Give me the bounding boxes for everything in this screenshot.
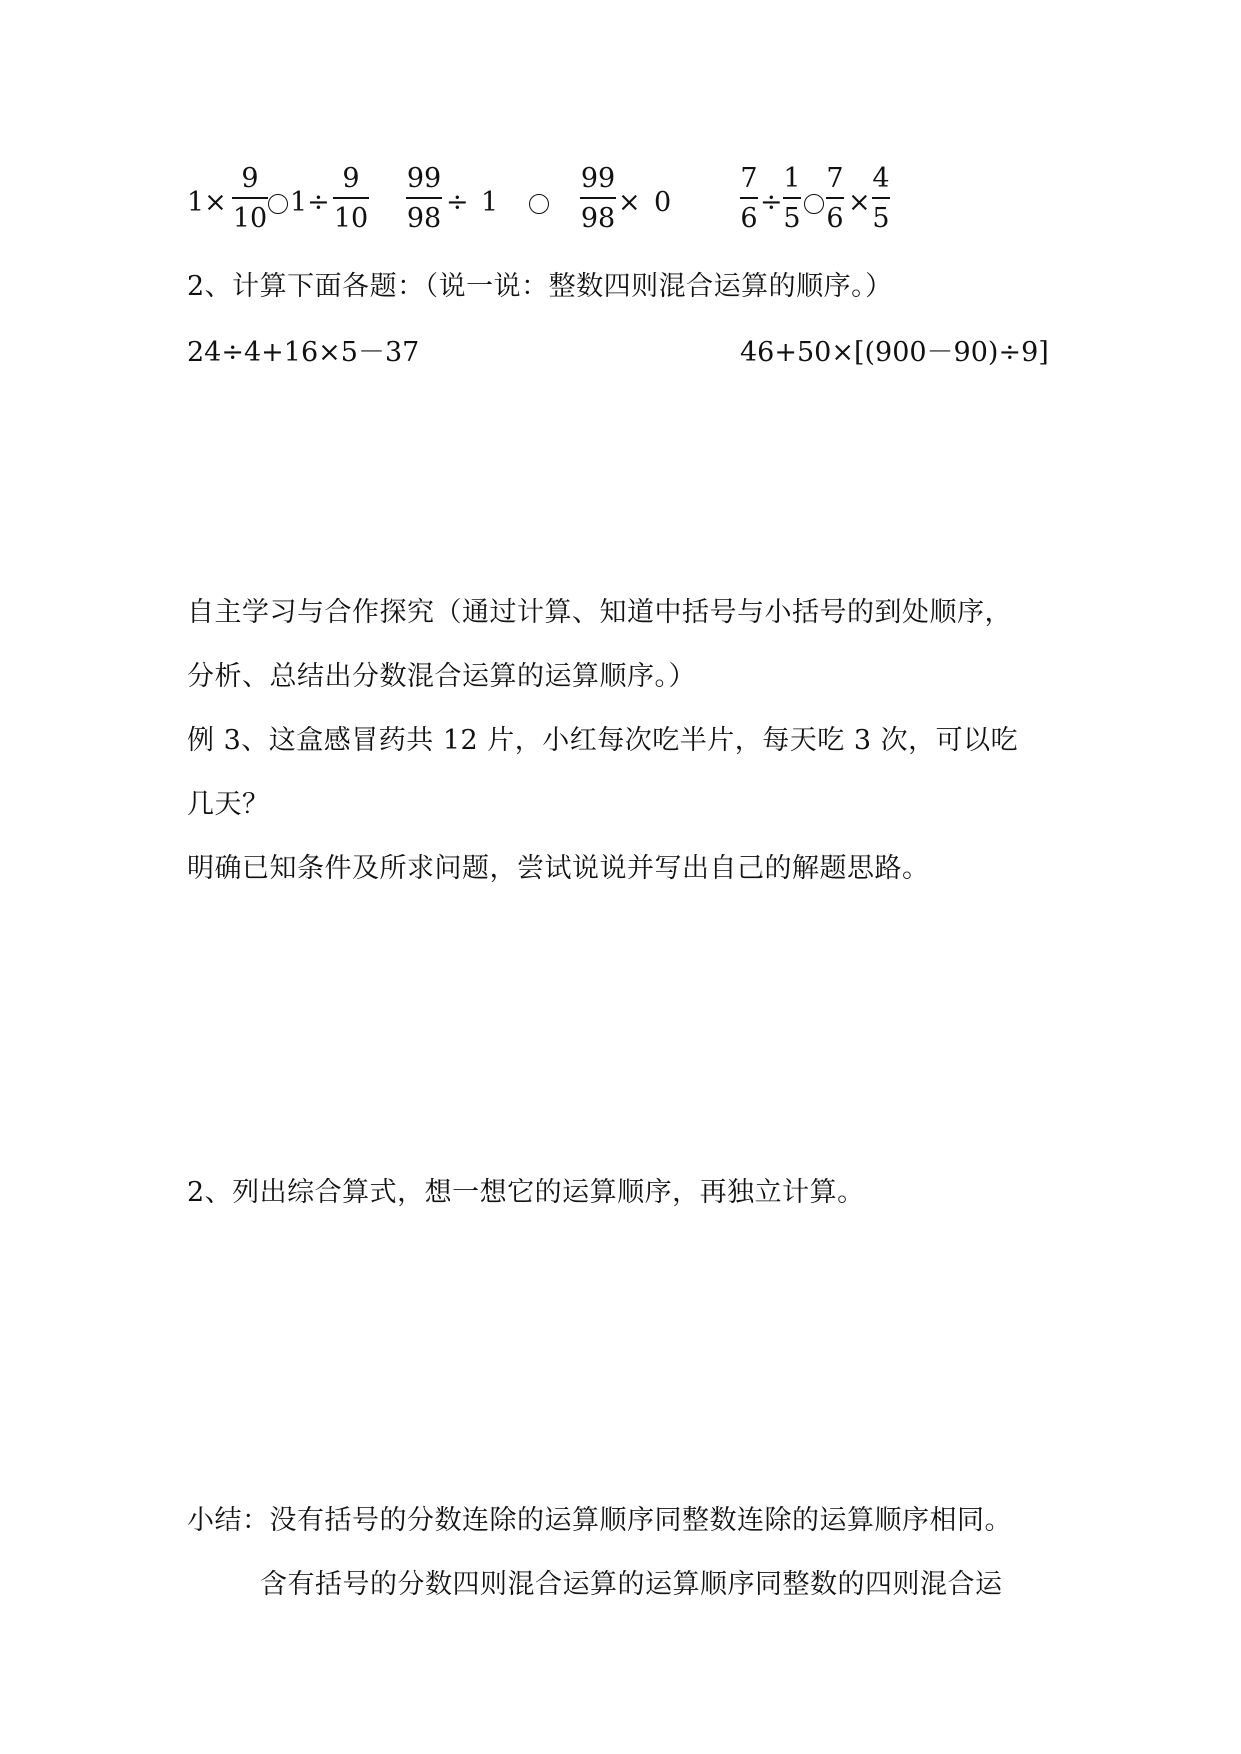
example-3-instruction: 明确已知条件及所求问题，尝试说说并写出自己的解题思路。 (187, 853, 930, 884)
fraction: 99 98 (406, 163, 442, 234)
compare-mid: 1÷ (290, 187, 330, 218)
example-3-text-cont: 几天？ (187, 789, 270, 820)
compare-number: 1 (481, 187, 499, 218)
compare-op: × (618, 187, 641, 218)
explore-text: 分析、总结出分数混合运算的运算顺序。） (187, 661, 696, 692)
fraction: 1 5 (783, 163, 801, 234)
step-2-text: 2、列出综合算式，想一想它的运算顺序，再独立计算。 (187, 1177, 865, 1208)
fraction: 4 5 (872, 163, 890, 234)
compare-lead: 1× (187, 187, 227, 218)
compare-number: 0 (654, 187, 672, 218)
summary-line-1: 小结：没有括号的分数连除的运算顺序同整数连除的运算顺序相同。 (187, 1505, 1012, 1536)
fraction: 9 10 (232, 163, 268, 234)
explore-heading: 自主学习与合作探究（通过计算、知道中括号与小括号的到处顺序， (187, 597, 1012, 628)
expression-b: 46+50×[(900－90)÷9] (740, 337, 1049, 368)
compare-op: ÷ (760, 187, 783, 218)
summary-line-2: 含有括号的分数四则混合运算的运算顺序同整数的四则混合运 (260, 1569, 1003, 1600)
question-2-heading: 2、计算下面各题：（说一说：整数四则混合运算的顺序。） (187, 271, 893, 302)
expression-a: 24÷4+16×5－37 (187, 337, 420, 368)
fraction: 99 98 (580, 163, 616, 234)
fraction: 7 6 (826, 163, 844, 234)
compare-circle[interactable] (529, 194, 549, 214)
compare-op: ÷ (446, 187, 469, 218)
example-3-text: 例 3、这盒感冒药共 12 片，小红每次吃半片，每天吃 3 次，可以吃 (187, 725, 1019, 756)
compare-circle[interactable] (268, 194, 288, 214)
compare-circle[interactable] (804, 194, 824, 214)
fraction: 9 10 (333, 163, 369, 234)
compare-op: × (848, 187, 871, 218)
fraction: 7 6 (740, 163, 758, 234)
